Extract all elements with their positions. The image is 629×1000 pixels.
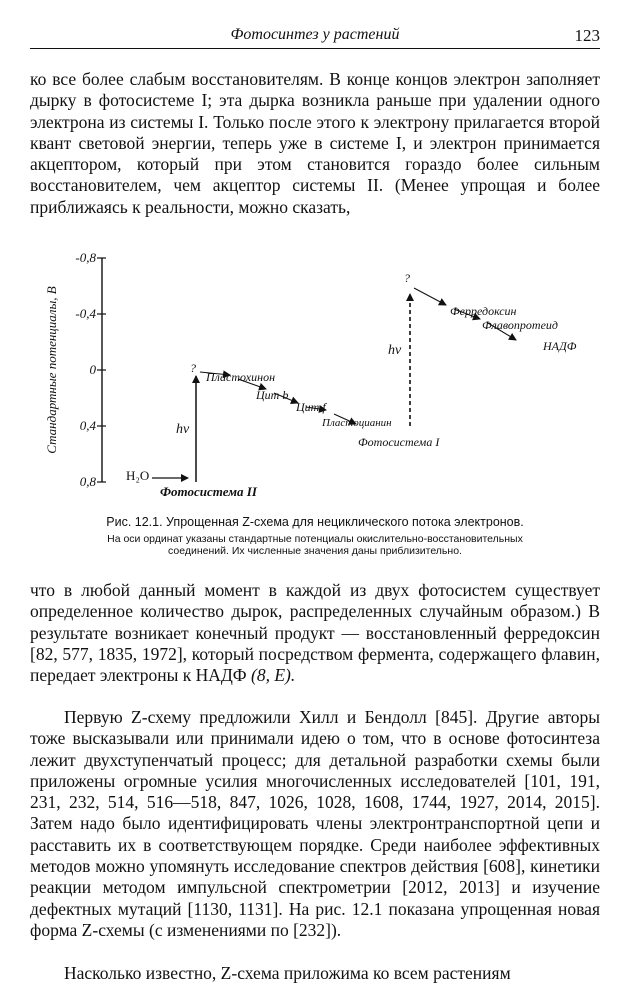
y-tick-label: -0,4 — [75, 306, 96, 321]
body-paragraph-4 — [30, 963, 600, 984]
label-h2o: H₂O — [126, 468, 150, 483]
running-title: Фотосинтез у растений — [230, 26, 400, 43]
label-hv-1: hν — [176, 422, 190, 437]
body-paragraph-3 — [30, 707, 600, 941]
chain-arrow — [414, 288, 446, 305]
label-photosystem-1: Фотосистема I — [358, 435, 440, 449]
running-header — [30, 26, 600, 49]
label-ferredoxin: Ферредоксин — [450, 304, 517, 318]
label-plastocyanin: Пластоцианин — [322, 417, 392, 429]
reference-citation: (8, E). — [251, 665, 296, 686]
y-tick-label: -0,8 — [75, 250, 96, 265]
page-number: 123 — [574, 26, 600, 45]
y-axis-label: Стандартные потенциалы, В — [44, 286, 59, 454]
label-flavoprotein: Флавопротеид — [482, 318, 558, 332]
caption-note-line-2: соединений. Их численные значения даны приблизительно. — [168, 545, 462, 557]
y-tick-label: 0,8 — [79, 474, 96, 489]
paragraph-text: ко все более слабым восстановителям. В конце концов электрон заполняет дырку в фотосистеме I; эта дырка возникла раньше при удалении одного электрона из системы I. Только после этого к электрону прилагается второй квант световой энергии, теперь уже в системе I, и электрон принимается акцептором, который при этом становится гораздо более сильным восстановителем, чем акцептор системы II. (Менее упрощая и более приближаясь к реальности, можно сказать, — [30, 69, 600, 217]
label-cyt-b: Цит b — [256, 388, 289, 402]
caption-note-line-1: На оси ординат указаны стандартные потенциалы окислительно-восстановительных — [107, 533, 523, 545]
label-plastoquinone: Пластохинон — [206, 370, 276, 384]
figure-caption-title: Рис. 12.1. Упрощенная Z-схема для нециклического потока электронов. — [106, 515, 524, 529]
label-question-2: ? — [404, 271, 410, 285]
paragraph-body: что в любой данный момент в каждой из двух фотосистем существует определенное количество дырок, распределенных случайным образом.) В результате возникает конечный продукт — восстановленный ферредоксин [82, 577, 1835, 1972], который посредством фермента, содержащего флавин, передает электроны к НАДФ — [30, 580, 600, 686]
z-scheme-figure — [30, 250, 600, 515]
paragraph-text: Первую Z-схему предложили Хилл и Бендолл [845]. Другие авторы тоже высказывали или принимали идею о том, что в основе фотосинтеза лежит двухступенчатый процесс; для детальной разработки схемы были приложены огромные усилия многочисленных исследователей [101, 191, 231, 232, 514, 516—518, 847, 1026, 1028, 1608, 1744, 1927, 2014, 2015]. Затем надо было идентифицировать члены электронтранспортной цепи и расставить их в соответствующем порядке. Среди наиболее эффективных методов можно упомянуть исследование спектров действия [608], кинетики реакции методом импульсной спектрометрии [2012, 2013] и изучение дефектных мутаций [1130, 1131]. На рис. 12.1 показана упрощенная новая форма Z-схемы (с изменениями по [232]). — [30, 707, 600, 940]
paragraph-text: Насколько известно, Z-схема приложима ко всем растениям — [64, 963, 511, 983]
label-cyt-f: Цит f — [296, 400, 326, 414]
y-tick-label: 0 — [89, 362, 96, 377]
label-question-1: ? — [190, 361, 196, 375]
body-paragraph-1 — [30, 69, 600, 218]
label-nadp: НАДФ — [543, 339, 577, 353]
y-tick-label: 0,4 — [79, 418, 96, 433]
label-photosystem-2: Фотосистема II — [160, 484, 257, 499]
body-paragraph-2 — [30, 580, 600, 686]
z-scheme-chart — [30, 250, 600, 515]
label-hv-2: hν — [388, 343, 402, 358]
figure-caption-note — [30, 533, 600, 557]
paragraph-text — [30, 580, 600, 686]
